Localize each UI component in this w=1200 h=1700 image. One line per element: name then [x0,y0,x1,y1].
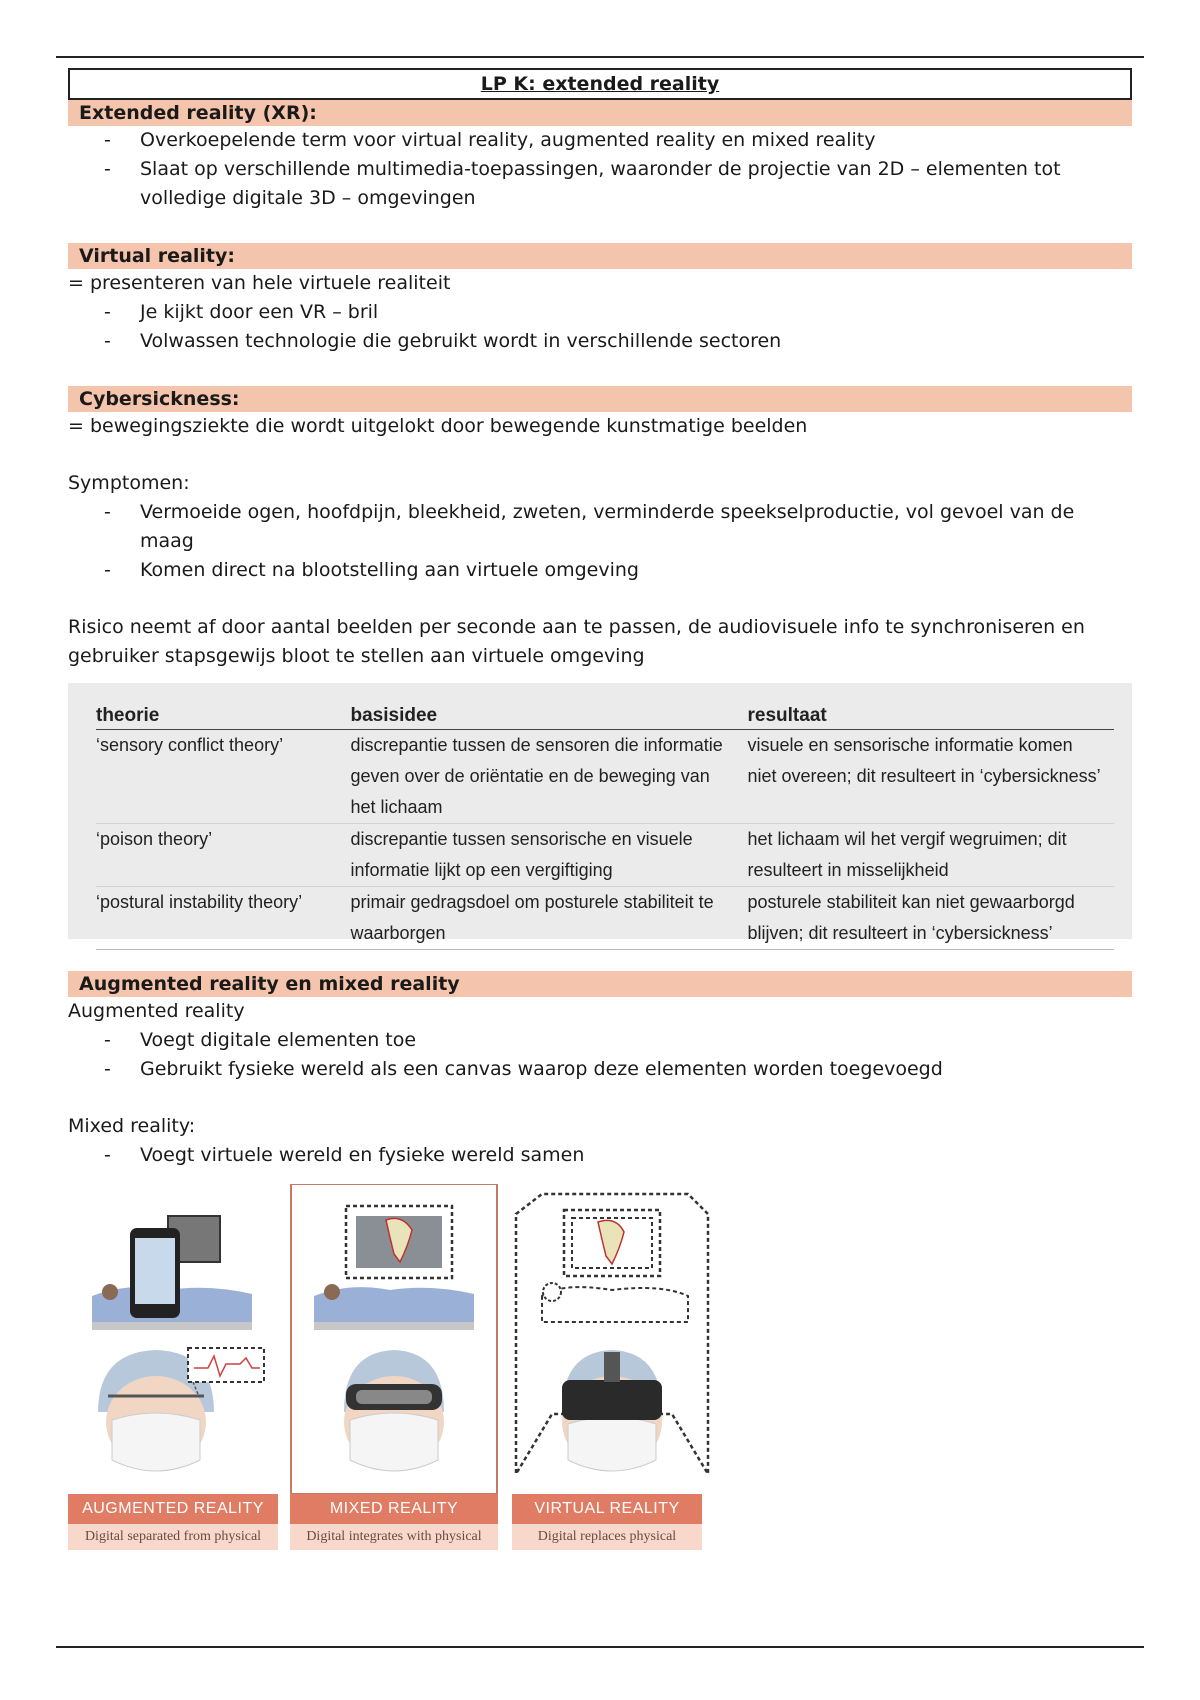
xr-comparison-figure [68,1184,728,1564]
vr-headset-icon [562,1380,662,1420]
list-item: - Overkoepelende term voor virtual reality, augmented reality en mixed reality [140,126,1132,155]
top-rule [56,56,1144,58]
table-cell: discrepantie tussen de sensoren die informatie geven over de oriëntatie en de beweging van het lichaam [351,730,748,824]
mixed-reality-illustration [290,1184,498,1494]
table-row [96,824,1114,887]
page-title: LP K: extended reality [68,68,1132,100]
vr-bullet-list [68,298,1132,356]
bed-icon [92,1322,252,1330]
patient-head-icon [102,1284,118,1300]
symptoms-label: Symptomen: [68,472,190,494]
virtual-reality-illustration [512,1184,712,1494]
list-item: - Voegt digitale elementen toe [140,1026,1132,1055]
list-item: - Komen direct na blootstelling aan virtuele omgeving [140,556,1132,585]
section-heading-cybersickness: Cybersickness: [68,386,1132,412]
risk-paragraph: Risico neemt af door aantal beelden per seconde aan te passen, de audiovisuele info te synchroniseren en gebruiker stapsgewijs bloot te stellen aan virtuele omgeving [68,616,1085,667]
table-cell: ‘poison theory’ [96,824,351,887]
table-cell: het lichaam wil het vergif wegruimen; dit resulteert in misselijkheid [748,824,1114,887]
table-header-row [96,701,1114,730]
xr-bullet-list [68,126,1132,213]
augmented-reality-illustration [68,1184,278,1494]
list-item: - Volwassen technologie die gebruikt wordt in verschillende sectoren [140,327,1132,356]
surgical-mask-icon [350,1413,438,1471]
list-item: - Slaat op verschillende multimedia-toepassingen, waaronder de projectie van 2D – elementen tot volledige digitale 3D – omgevingen [140,155,1132,213]
column-header: resultaat [748,701,1114,730]
theory-table [96,701,1114,950]
bed-icon [314,1322,474,1330]
list-item: - Vermoeide ogen, hoofdpijn, bleekheid, zweten, verminderde speekselproductie, vol gevoel van de maag [140,498,1132,556]
column-header: theorie [96,701,351,730]
patient-head-icon [324,1284,340,1300]
figure-panel-augmented [68,1184,278,1544]
bottom-rule [56,1646,1144,1648]
caption-virtual-sub: Digital replaces physical [512,1524,702,1550]
table-row [96,730,1114,824]
list-item: - Voegt virtuele wereld en fysieke wereld samen [140,1141,1132,1170]
document-page [68,68,1132,1564]
table-cell: posturele stabiliteit kan niet gewaarborgd blijven; dit resulteert in ‘cybersickness’ [748,887,1114,950]
table-cell: primair gedragsdoel om posturele stabiliteit te waarborgen [351,887,748,950]
surgical-mask-icon [568,1417,656,1471]
mr-bullet-list [68,1141,1132,1170]
caption-mixed-sub: Digital integrates with physical [290,1524,498,1550]
table-cell: ‘postural instability theory’ [96,887,351,950]
vr-definition: = presenteren van hele virtuele realiteit [68,272,451,294]
section-heading-vr: Virtual reality: [68,243,1132,269]
symptoms-list [68,498,1132,585]
ar-bullet-list [68,1026,1132,1084]
caption-virtual-reality: VIRTUAL REALITY [512,1494,702,1524]
phone-screen [135,1238,175,1304]
caption-mixed-reality: MIXED REALITY [290,1494,498,1524]
figure-panel-mixed [290,1184,498,1544]
caption-augmented-reality: AUGMENTED REALITY [68,1494,278,1524]
mr-label: Mixed reality: [68,1115,196,1137]
column-header: basisidee [351,701,748,730]
list-item: - Gebruikt fysieke wereld als een canvas waarop deze elementen worden toegevoegd [140,1055,1132,1084]
figure-panel-virtual [512,1184,712,1544]
list-item: - Je kijkt door een VR – bril [140,298,1132,327]
theory-table-panel [68,683,1132,943]
caption-augmented-sub: Digital separated from physical [68,1524,278,1550]
table-cell: visuele en sensorische informatie komen niet overeen; dit resulteert in ‘cybersickness’ [748,730,1114,824]
surgical-mask-icon [112,1413,200,1471]
section-heading-xr: Extended reality (XR): [68,100,1132,126]
table-cell: ‘sensory conflict theory’ [96,730,351,824]
table-cell: discrepantie tussen sensorische en visuele informatie lijkt op een vergiftiging [351,824,748,887]
section-heading-ar-mr: Augmented reality en mixed reality [68,971,1132,997]
cyber-definition: = bewegingsziekte die wordt uitgelokt door bewegende kunstmatige beelden [68,415,808,437]
ar-label: Augmented reality [68,1000,245,1022]
virtual-patient-outline-icon [542,1287,688,1322]
